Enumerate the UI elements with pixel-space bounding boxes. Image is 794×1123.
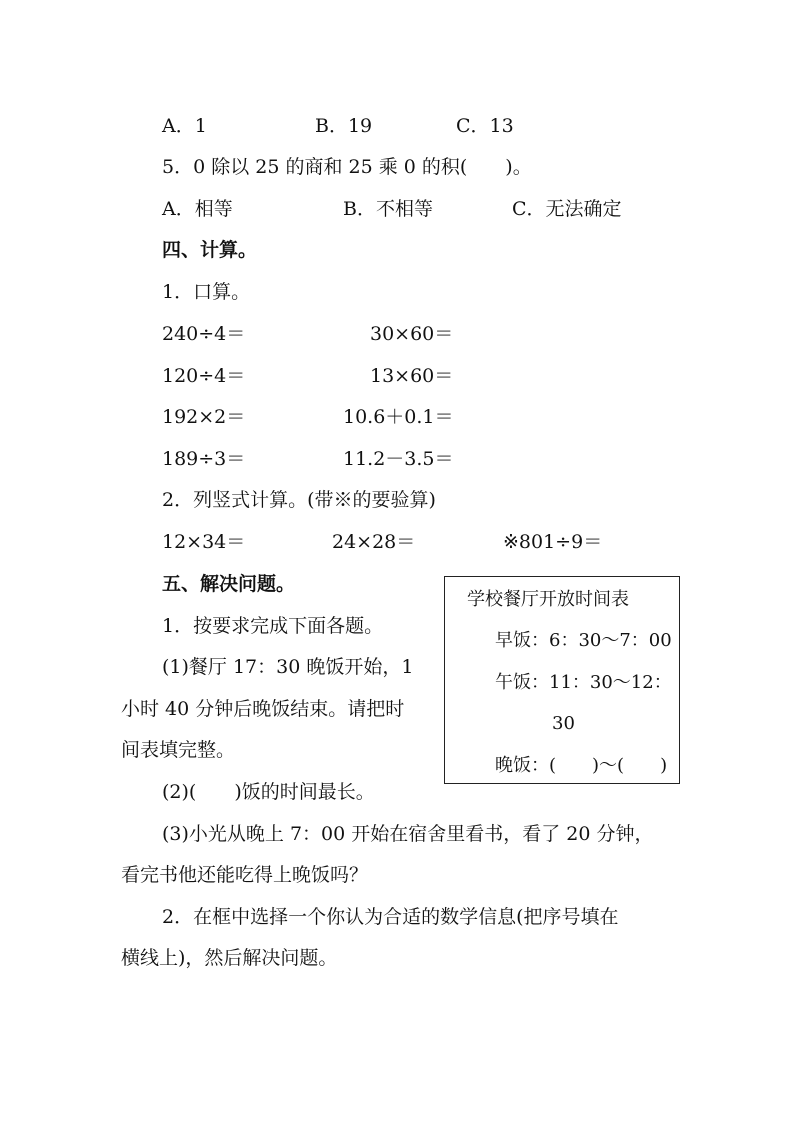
q4-option-c: C．13 [456, 115, 514, 137]
schedule-lunch-line2: 30 [552, 713, 575, 734]
schedule-lunch-line1: 午饭：11：30～12： [495, 672, 672, 693]
q5-option-c: C．无法确定 [512, 198, 622, 220]
q1-part2: (2)( )饭的时间最长。 [162, 781, 375, 803]
oral-item-4-left: 189÷3＝ [162, 448, 246, 470]
q1-stem: 1．按要求完成下面各题。 [162, 615, 384, 637]
section4-heading: 四、计算。 [162, 239, 258, 261]
oral-item-3-left: 192×2＝ [162, 406, 246, 428]
schedule-title: 学校餐厅开放时间表 [467, 589, 629, 610]
q5-option-a: A．相等 [162, 198, 233, 220]
q1-part3-line2: 看完书他还能吃得上晚饭吗？ [121, 864, 369, 886]
oral-calc-heading: 1．口算。 [162, 281, 251, 303]
oral-item-4-right: 11.2－3.5＝ [343, 448, 454, 470]
oral-item-2-right: 13×60＝ [370, 365, 454, 387]
schedule-dinner: 晚饭：( )～( ) [495, 755, 668, 776]
schedule-breakfast: 早饭：6：30～7：00 [495, 630, 672, 651]
q2-line2: 横线上)，然后解决问题。 [121, 947, 338, 969]
q4-option-b: B．19 [315, 115, 373, 137]
q4-option-a: A．1 [162, 115, 207, 137]
q1-part3-line1: (3)小光从晚上 7：00 开始在宿舍里看书，看了 20 分钟， [162, 823, 654, 845]
oral-item-2-left: 120÷4＝ [162, 365, 246, 387]
vertical-item-1: 12×34＝ [162, 531, 246, 553]
oral-item-3-right: 10.6＋0.1＝ [343, 406, 454, 428]
vertical-item-3: ※801÷9＝ [503, 531, 603, 553]
vertical-item-2: 24×28＝ [332, 531, 416, 553]
oral-item-1-right: 30×60＝ [370, 323, 454, 345]
q2-line1: 2．在框中选择一个你认为合适的数学信息(把序号填在 [162, 906, 619, 928]
q1-part1-line2: 小时 40 分钟后晚饭结束。请把时 [121, 698, 405, 720]
vertical-calc-heading: 2．列竖式计算。(带※的要验算) [162, 489, 436, 511]
oral-item-1-left: 240÷4＝ [162, 323, 246, 345]
q5-option-b: B．不相等 [343, 198, 433, 220]
q5-stem: 5．0 除以 25 的商和 25 乘 0 的积( )。 [162, 156, 532, 178]
dining-schedule-box [444, 576, 680, 784]
section5-heading: 五、解决问题。 [162, 573, 296, 595]
q1-part1-line1: (1)餐厅 17：30 晚饭开始，1 [162, 656, 414, 678]
q1-part1-line3: 间表填完整。 [121, 739, 236, 761]
